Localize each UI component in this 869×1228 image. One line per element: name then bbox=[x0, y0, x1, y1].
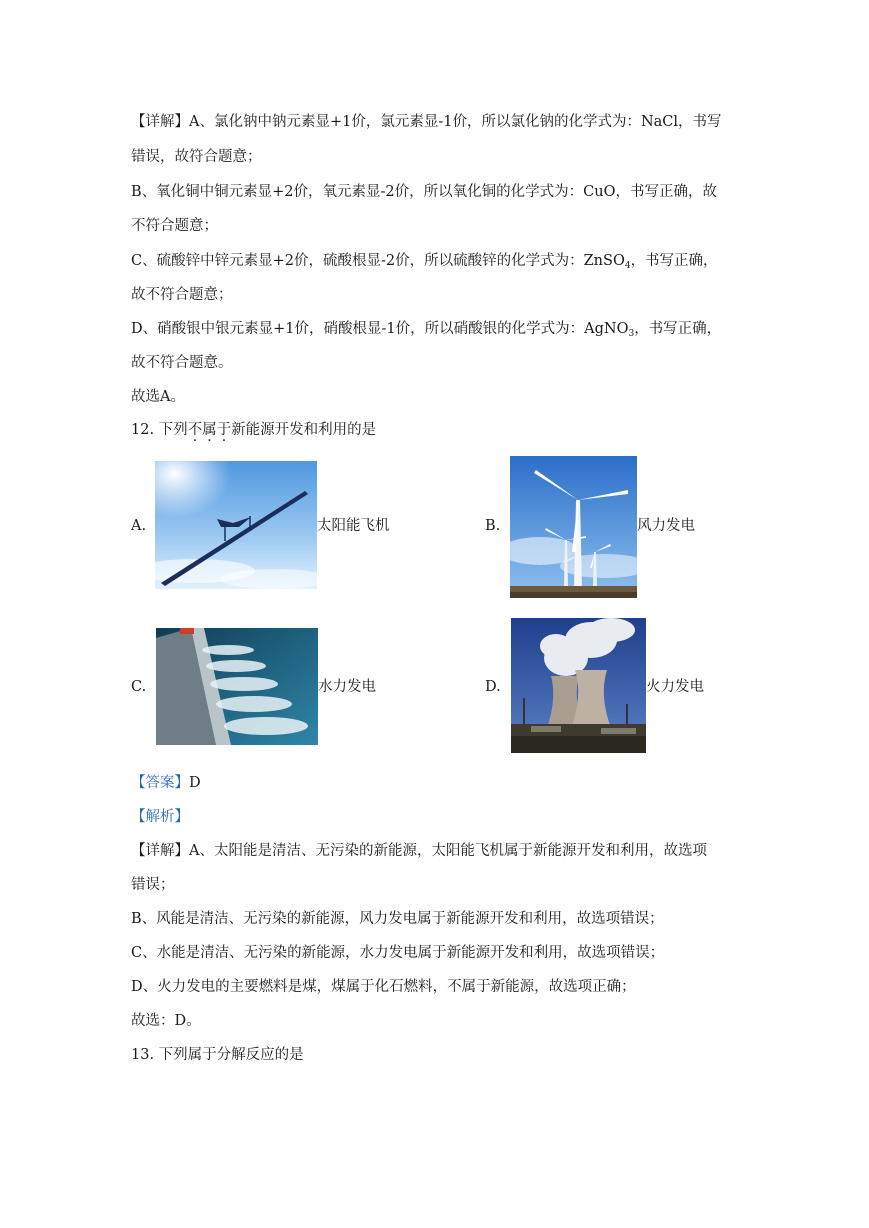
q12-answer bbox=[131, 773, 201, 793]
answer-value: D bbox=[189, 775, 201, 791]
q11-line-c1: C、硫酸锌中锌元素显+2价，硫酸根显-2价，所以硫酸锌的化学式为：ZnSO$_4$，书写正确， bbox=[131, 253, 718, 271]
option-b-letter: B. bbox=[485, 518, 501, 534]
option-c-letter: C. bbox=[131, 679, 147, 695]
q13-stem: 13. 下列属于分解反应的是 bbox=[131, 1047, 304, 1063]
option-d-caption: 火力发电 bbox=[646, 679, 704, 695]
q11-line-d1: D、硝酸银中银元素显+1价，硝酸根显-1价，所以硝酸银的化学式为：AgNO$_3$，书写正确， bbox=[131, 321, 722, 339]
option-d-letter: D. bbox=[485, 679, 501, 695]
option-a-letter: A. bbox=[131, 518, 147, 534]
q11-choose: 故选A。 bbox=[131, 389, 185, 405]
q12-line-a1: 【详解】A、太阳能是清洁、无污染的新能源，太阳能飞机属于新能源开发和利用，故选项 bbox=[131, 843, 707, 859]
answer-tag: 【答案】 bbox=[131, 775, 189, 791]
option-b-caption: 风力发电 bbox=[637, 518, 695, 534]
q11-line-c2: 故不符合题意； bbox=[131, 287, 233, 303]
wind-turbine-photo bbox=[510, 456, 637, 598]
solar-plane-photo bbox=[155, 461, 317, 589]
emphasis-char: 不 bbox=[187, 422, 203, 438]
q11-line-d2: 故不符合题意。 bbox=[131, 355, 233, 371]
dam-photo bbox=[156, 628, 318, 745]
analysis-tag: 【解析】 bbox=[131, 809, 189, 825]
option-c-caption: 水力发电 bbox=[318, 679, 376, 695]
q12-stem: 12. 下列不属于新能源开发和利用的是 bbox=[131, 422, 377, 438]
q11-line-a1: 【详解】A、氯化钠中钠元素显+1价，氯元素显-1价，所以氯化钠的化学式为：NaCl，书写 bbox=[131, 114, 722, 130]
q12-line-a2: 错误； bbox=[131, 877, 175, 893]
q11-line-a2: 错误，故符合题意； bbox=[131, 149, 262, 165]
cooling-tower-photo bbox=[511, 618, 646, 753]
q12-choose: 故选：D。 bbox=[131, 1013, 201, 1029]
emphasis-char: 于 bbox=[216, 422, 232, 438]
q11-detail-tag: 【详解】 bbox=[131, 114, 189, 130]
q11-line-b2: 不符合题意； bbox=[131, 218, 218, 234]
q12-line-d: D、火力发电的主要燃料是煤，煤属于化石燃料，不属于新能源，故选项正确； bbox=[131, 979, 636, 995]
q11-line-b1: B、氧化铜中铜元素显+2价，氧元素显-2价，所以氧化铜的化学式为：CuO，书写正确，故 bbox=[131, 184, 717, 200]
emphasis-char: 属 bbox=[202, 422, 217, 438]
q12-line-c: C、水能是清洁、无污染的新能源，水力发电属于新能源开发和利用，故选项错误； bbox=[131, 945, 665, 961]
option-a-caption: 太阳能飞机 bbox=[317, 518, 390, 534]
q12-line-b: B、风能是清洁、无污染的新能源，风力发电属于新能源开发和利用，故选项错误； bbox=[131, 911, 664, 927]
q12-detail-tag: 【详解】 bbox=[131, 843, 189, 859]
